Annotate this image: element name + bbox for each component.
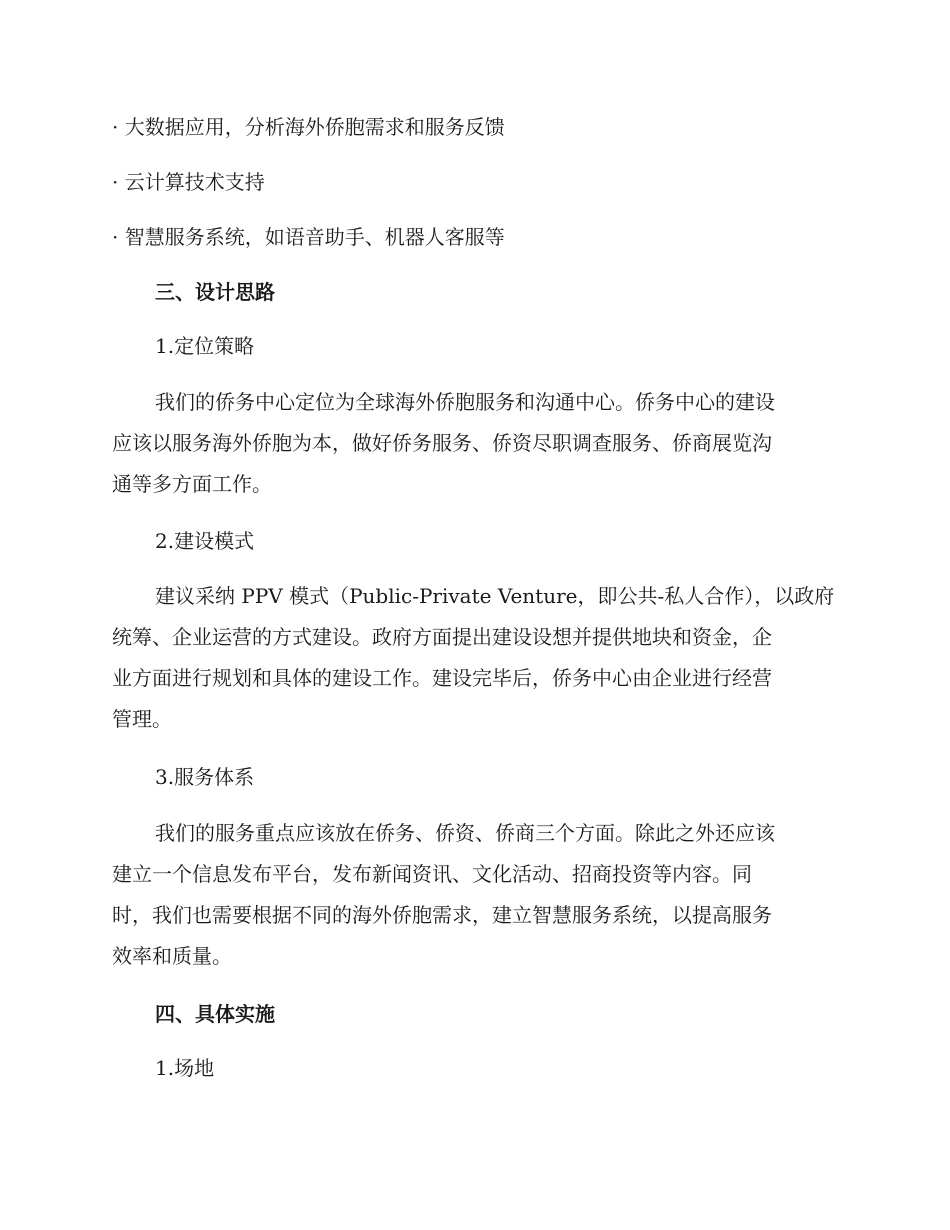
paragraph-line: 统筹、企业运营的方式建设。政府方面提出建设设想并提供地块和资金，企 (112, 625, 772, 649)
subheading-venue: 1.场地 (155, 1056, 215, 1080)
paragraph-line: 我们的服务重点应该放在侨务、侨资、侨商三个方面。除此之外还应该 (155, 821, 775, 845)
subheading-construction-mode: 2.建设模式 (155, 529, 255, 553)
bullet-big-data: · 大数据应用，分析海外侨胞需求和服务反馈 (112, 115, 505, 139)
paragraph-line: 时，我们也需要根据不同的海外侨胞需求，建立智慧服务系统，以提高服务 (112, 903, 772, 927)
paragraph-line: 建立一个信息发布平台，发布新闻资讯、文化活动、招商投资等内容。同 (112, 862, 752, 886)
subheading-service-system: 3.服务体系 (155, 765, 255, 789)
subheading-positioning: 1.定位策略 (155, 334, 255, 358)
paragraph-line: 效率和质量。 (112, 944, 232, 968)
paragraph-line: 管理。 (112, 707, 172, 731)
paragraph-positioning (112, 382, 842, 505)
paragraph-line: 建议采纳 PPV 模式（Public-Private Venture，即公共-私人合作），以政府 (155, 584, 835, 608)
section-heading-implementation: 四、具体实施 (155, 1002, 275, 1026)
paragraph-construction-mode (112, 576, 842, 740)
paragraph-service-system (112, 813, 842, 977)
section-heading-design: 三、设计思路 (155, 280, 275, 304)
bullet-cloud-computing: · 云计算技术支持 (112, 170, 265, 194)
bullet-smart-service: · 智慧服务系统，如语音助手、机器人客服等 (112, 225, 505, 249)
paragraph-line: 应该以服务海外侨胞为本，做好侨务服务、侨资尽职调查服务、侨商展览沟 (112, 431, 772, 455)
paragraph-line: 通等多方面工作。 (112, 472, 272, 496)
paragraph-line: 我们的侨务中心定位为全球海外侨胞服务和沟通中心。侨务中心的建设 (155, 390, 775, 414)
paragraph-line: 业方面进行规划和具体的建设工作。建设完毕后，侨务中心由企业进行经营 (112, 666, 772, 690)
